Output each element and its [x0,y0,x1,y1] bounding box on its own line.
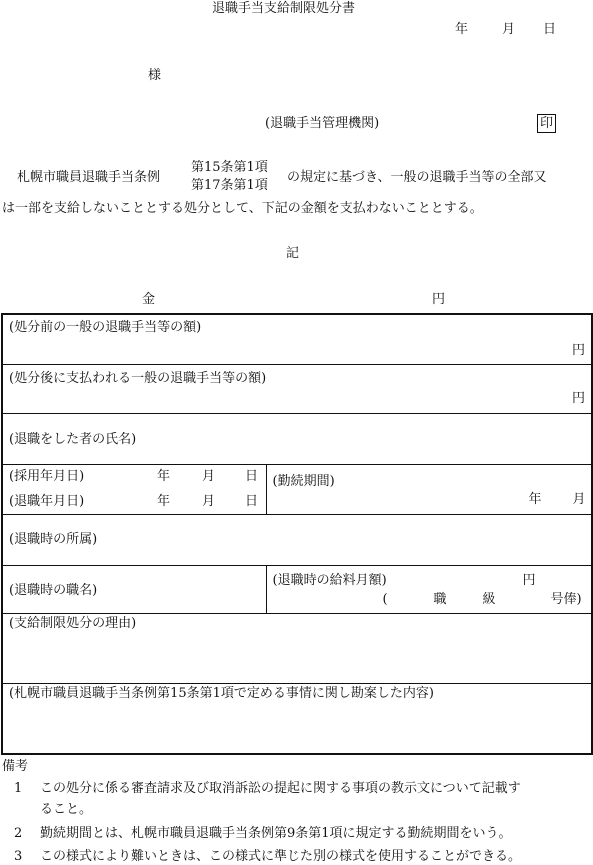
service-period-label: (勤続期間) [272,473,335,489]
row-dates [2,464,592,514]
salary-label: (退職時の給料月額) [272,572,387,588]
notes-heading: 備考 [2,759,29,774]
grade-gouhou: 号俸) [550,591,582,607]
cell-position [2,565,266,613]
note-2 [14,826,512,842]
retire-year: 年 [157,493,171,509]
row-consideration [2,683,592,754]
seal-mark [537,114,556,133]
service-year: 年 [528,491,542,507]
consideration-label: (札幌市職員退職手当条例第15条第1項で定める事情に関し勘案した内容) [9,685,434,701]
cell-salary [266,565,592,613]
note-3-text: この様式により難いときは、この様式に準じた別の様式を使用することができる。 [40,849,522,864]
retire-month: 月 [202,493,216,509]
before-amount-unit: 円 [571,343,585,358]
grade-shoku: 職 [433,591,447,607]
cell-before-amount [2,314,592,364]
amount-unit: 円 [432,292,446,307]
body-clause-15: 第15条第1項 [191,160,268,175]
cell-consideration [2,683,592,754]
service-month: 月 [572,491,586,507]
row-position-salary [2,565,592,613]
row-name [2,413,592,464]
ki-heading: 記 [286,246,300,261]
amount-label: 金 [142,292,156,307]
row-before-amount [2,314,592,364]
note-1 [14,781,521,797]
note-1-number: 1 [14,781,23,796]
date-day: 日 [543,22,557,37]
body-clause-17: 第17条第1項 [191,178,268,193]
row-affiliation [2,514,592,565]
seal-text: 印 [537,114,556,133]
document-title: 退職手当支給制限処分書 [212,1,356,16]
cell-service-period [266,464,592,514]
row-after-amount [2,364,592,413]
retire-day: 日 [245,493,259,509]
position-label: (退職時の職名) [9,582,98,598]
row-reason [2,613,592,683]
cell-reason [2,613,592,683]
note-2-text: 勤続期間とは、札幌市職員退職手当条例第9条第1項に規定する勤続期間をいう。 [40,826,512,841]
note-1-line1: この処分に係る審査請求及び取消訴訟の提起に関する事項の教示文について記載す [40,781,521,796]
cell-affiliation [2,514,592,565]
grade-open-paren: ( [382,591,388,607]
hire-month: 月 [202,468,216,484]
after-amount-label: (処分後に支払われる一般の退職手当等の額) [9,370,267,386]
details-table [1,313,593,755]
cell-after-amount [2,364,592,413]
cell-name [2,413,592,464]
retire-date-label: (退職年月日) [9,493,85,509]
affiliation-label: (退職時の所属) [9,531,98,547]
note-2-number: 2 [14,826,23,841]
body-line1-suffix: の規定に基づき、一般の退職手当等の全部又 [287,170,547,185]
body-prefix: 札幌市職員退職手当条例 [17,170,161,185]
name-label: (退職をした者の氏名) [9,431,137,447]
after-amount-unit: 円 [571,390,585,406]
hire-day: 日 [245,468,259,484]
salary-unit: 円 [522,572,536,588]
grade-kyu: 級 [482,591,496,607]
addressee-suffix: 様 [148,68,162,83]
note-3-number: 3 [14,849,23,864]
cell-dates [2,464,266,514]
before-amount-label: (処分前の一般の退職手当等の額) [9,320,202,335]
hire-year: 年 [157,468,171,484]
date-year: 年 [455,22,469,37]
authority-label: (退職手当管理機関) [265,116,380,131]
reason-label: (支給制限処分の理由) [9,615,137,631]
note-1-line2: ること。 [40,802,93,817]
hire-date-label: (採用年月日) [9,468,85,484]
body-line2: は一部を支給しないこととする処分として、下記の金額を支払わないこととする。 [2,201,483,216]
note-3 [14,849,521,865]
date-month: 月 [502,22,516,37]
